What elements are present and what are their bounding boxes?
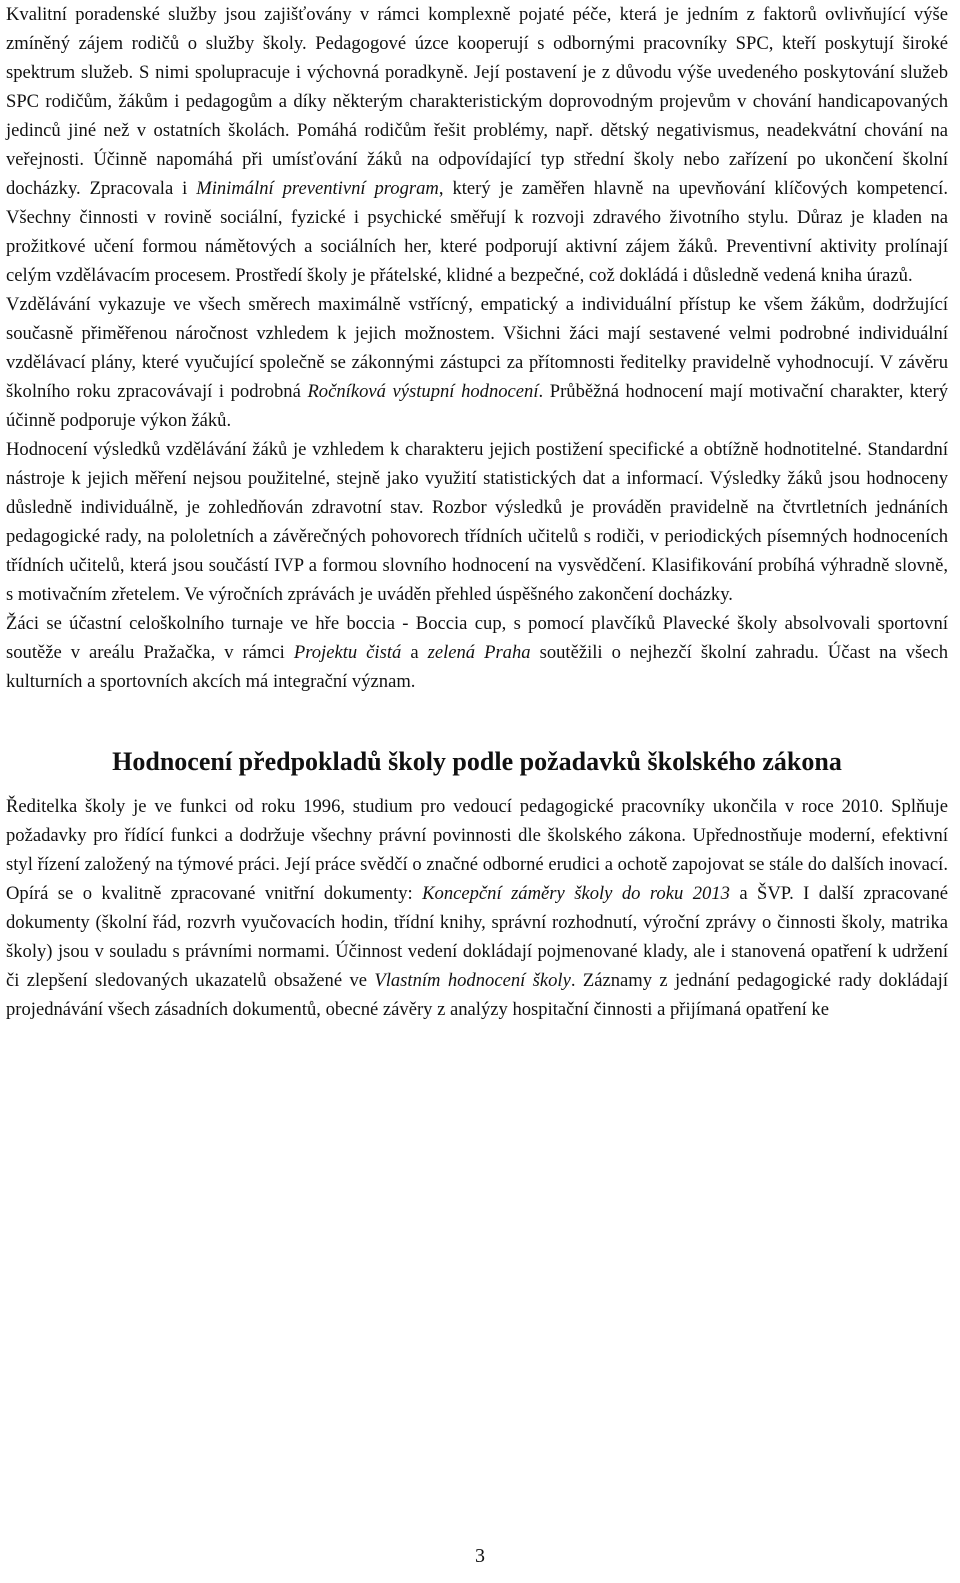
italic-text-run: Ročníková výstupní hodnocení <box>307 381 539 402</box>
text-run: , který je zaměřen hlavně na upevňování klíčových kompetencí. Všechny činnosti v rovině sociální, fyzické i psychické směřují k rozvoji zdravého životního stylu. Důraz je kladen na prožitkové učení formou námětových a sociálních her, které podporují aktivní zájem žáků. Preventivní aktivity prolínají celým vzdělávacím procesem. Prostředí školy je přátelské, klidné a bezpečné, což dokládá i důsledně vedená kniha úrazů. <box>6 178 948 286</box>
text-run: a ŠVP. I další zpracované dokumenty (školní řád, rozvrh vyučovacích hodin, třídní knihy, správní rozhodnutí, výroční zprávy o činnosti školy, matrika školy) jsou v souladu s právními normami. Účinnost vedení dokládají pojmenované klady, ale i stanovená opatření k udržení či zlepšení sledovaných ukazatelů obsažené ve <box>6 883 948 991</box>
text-run: a <box>401 642 428 663</box>
italic-text-run: zelená Praha <box>427 642 531 663</box>
italic-text-run: Koncepční záměry školy do roku 2013 <box>422 883 730 904</box>
text-run: Žáci se účastní celoškolního turnaje ve hře boccia - Boccia cup, s pomocí plavčíků Plavecké školy absolvovali sportovní soutěže v areálu Pražačka, v rámci <box>6 613 948 663</box>
text-run: soutěžili o nejhezčí školní zahradu. Účast na všech kulturních a sportovních akcích má integrační význam. <box>6 642 948 692</box>
text-run: . Záznamy z jednání pedagogické rady dokládají projednávání všech zásadních dokumentů, obecné závěry z analýzy hospitační činnosti a přijímaná opatření ke <box>6 970 948 1020</box>
evaluation-paragraph <box>6 435 948 609</box>
director-paragraph <box>6 792 948 1024</box>
italic-text-run: Vlastním hodnocení školy <box>374 970 571 991</box>
text-run: . Průběžná hodnocení mají motivační charakter, který účinně podporuje výkon žáků. <box>6 381 949 431</box>
text-run: Vzdělávání vykazuje ve všech směrech maximálně vstřícný, empatický a individuální přístup ke všem žákům, dodržující současně přiměřenou náročnost vzhledem k jejich možnostem. Všichni žáci mají sestavené velmi podrobné individuální vzdělávací plány, které vyučující společně se zákonnými zástupci za přítomnosti ředitelky pravidelně vyhodnocují. V závěru školního roku zpracovávají i podrobná <box>6 294 948 402</box>
intro-paragraph <box>6 0 948 290</box>
education-paragraph <box>6 290 948 435</box>
italic-text-run: Projektu čistá <box>293 642 402 663</box>
text-run: Ředitelka školy je ve funkci od roku 1996, studium pro vedoucí pedagogické pracovníky ukončila v roce 2010. Splňuje požadavky pro řídící funkci a dodržuje všechny právní povinnosti dle školského zákona. Upřednostňuje moderní, efektivní styl řízení založený na týmové práci. Její práce svědčí o značné odborné erudici a ochotě zapojovat se stále do dalších inovací. Opírá se o kvalitně zpracované vnitřní dokumenty: <box>6 796 948 904</box>
activities-paragraph <box>6 609 948 696</box>
page-number: 3 <box>475 1545 485 1567</box>
italic-text-run: Minimální preventivní program <box>196 178 439 199</box>
text-run: Kvalitní poradenské služby jsou zajišťovány v rámci komplexně pojaté péče, která je jedním z faktorů ovlivňující výše zmíněný zájem rodičů o služby školy. Pedagogové úzce kooperují s odbornými pracovníky SPC, kteří poskytují široké spektrum služeb. S nimi spolupracuje i výchovná poradkyně. Její postavení je z důvodu výše uvedeného poskytování služeb SPC rodičům, žákům i pedagogům a díky některým charakteristickým doprovodným projevům v chování handicapovaných jedinců jiné než v ostatních školách. Pomáhá rodičům řešit problémy, např. dětský negativismus, neadekvátní chování na veřejnosti. Účinně napomáhá při umísťování žáků na odpovídající typ střední školy nebo zařízení po ukončení školní docházky. Zpracovala i <box>6 4 948 199</box>
text-run: Hodnocení výsledků vzdělávání žáků je vzhledem k charakteru jejich postižení specifické a obtížně hodnotitelné. Standardní nástroje k jejich měření nejsou použitelné, stejně jako využití statistických dat a informací. Výsledky žáků jsou hodnoceny důsledně individuálně, je zohledňován zdravotní stav. Rozbor výsledků je prováděn pravidelně na čtvrtletních jednáních pedagogické rady, na pololetních a závěrečných pohovorech třídních učitelů s rodiči, v periodických písemných hodnoceních třídních učitelů, která jsou součástí IVP a formou slovního hodnocení na vysvědčení. Klasifikování probíhá výhradně slovně, s motivačním zřetelem. Ve výročních zprávách je uváděn přehled úspěšného zakončení docházky. <box>6 439 948 605</box>
document-page <box>6 0 948 1024</box>
section-heading: Hodnocení předpokladů školy podle požadavků školského zákona <box>112 747 842 776</box>
